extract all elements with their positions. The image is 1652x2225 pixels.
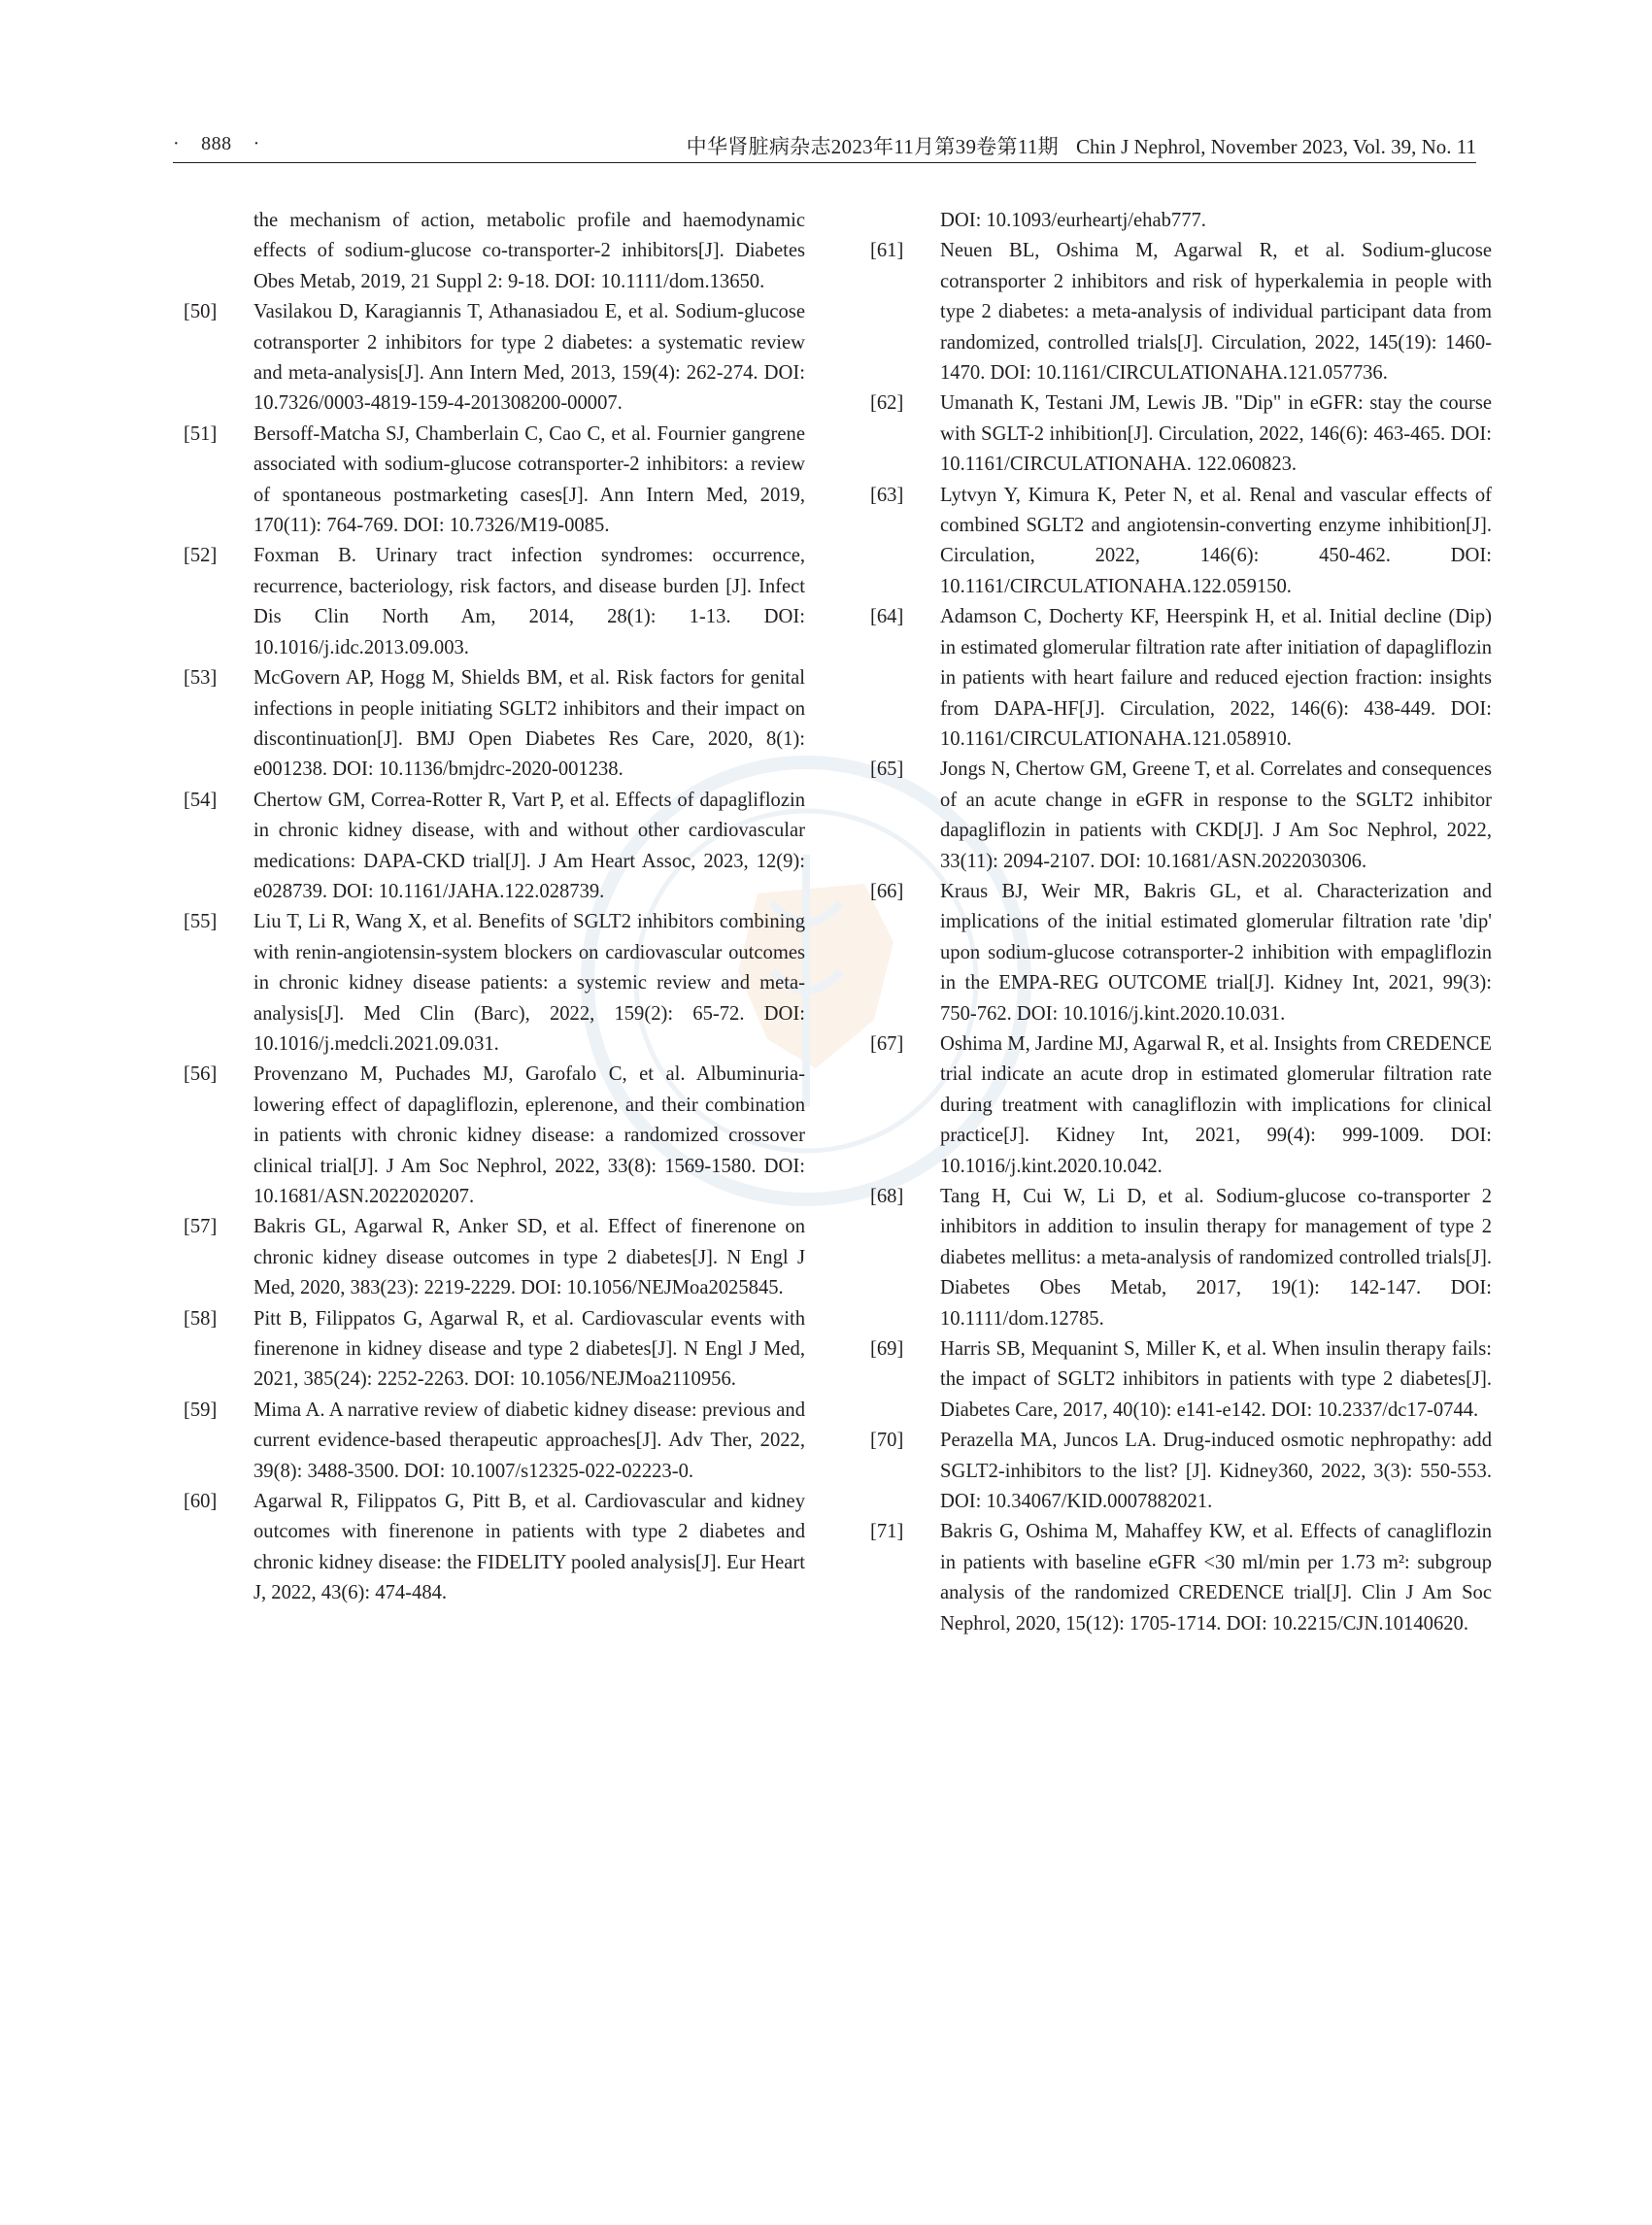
reference-text: Kraus BJ, Weir MR, Bakris GL, et al. Characterization and implications of the initial estimated glomerular filtration rate 'dip' upon sodium-glucose cotransporter-2 inhibition with empagliflozin in the EMPA-REG OUTCOME trial[J]. Kidney Int, 2021, 99(3): 750-762. DOI: 10.1016/j.kint.2020.10.031. [940,880,1492,1025]
running-header [173,129,1476,163]
reference-text: Provenzano M, Puchades MJ, Garofalo C, et al. Albuminuria-lowering effect of dapagliflozin, eplerenone, and their combination in patients with chronic kidney disease: a randomized crossover clinical trial[J]. J Am Soc Nephrol, 2022, 33(8): 1569-1580. DOI: 10.1681/ASN.2022020207. [253,1063,805,1207]
reference-text: Neuen BL, Oshima M, Agarwal R, et al. Sodium-glucose cotransporter 2 inhibitors and risk of hyperkalemia in people with type 2 diabetes: a meta-analysis of individual participant data from randomized, controlled trials[J]. Circulation, 2022, 145(19): 1460-1470. DOI: 10.1161/CIRCULATIONAHA.121.057736. [940,240,1492,385]
bullet-right: · [253,133,260,154]
reference-entry [184,420,805,542]
reference-text: Mima A. A narrative review of diabetic kidney disease: previous and current evidence-based therapeutic approaches[J]. Adv Ther, 2022, 39(8): 3488-3500. DOI: 10.1007/s12325-022-02223-0. [253,1399,805,1482]
reference-number: [69] [870,1338,904,1361]
reference-entry [184,1212,805,1303]
reference-entry [870,236,1492,388]
reference-text: Vasilakou D, Karagiannis T, Athanasiadou E, et al. Sodium-glucose cotransporter 2 inhibitors for type 2 diabetes: a systematic review and meta-analysis[J]. Ann Intern Med, 2013, 159(4): 262-274. DOI: 10.7326/0003-4819-159-4-201308200-00007. [253,301,805,415]
reference-number: [63] [870,484,904,506]
reference-text: Chertow GM, Correa-Rotter R, Vart P, et al. Effects of dapagliflozin in chronic kidney disease, with and without other cardiovascular medications: DAPA-CKD trial[J]. J Am Heart Assoc, 2023, 12(9): e028739. DOI: 10.1161/JAHA.122.028739. [253,789,805,902]
reference-number: [56] [184,1063,218,1086]
reference-number: [59] [184,1399,218,1421]
reference-entry [184,1396,805,1487]
reference-entry [870,1029,1492,1182]
journal-title-chinese: 中华肾脏病杂志2023年11月第39卷第11期 [686,135,1059,158]
reference-text: Oshima M, Jardine MJ, Agarwal R, et al. Insights from CREDENCE trial indicate an acute drop in estimated glomerular filtration rate during treatment with canagliflozin with implications for clinical practice[J]. Kidney Int, 2021, 99(4): 999-1009. DOI: 10.1016/j.kint.2020.10.042. [940,1032,1492,1177]
reference-entry [870,388,1492,480]
reference-text: Jongs N, Chertow GM, Greene T, et al. Correlates and consequences of an acute change in eGFR in response to the SGLT2 inhibitor dapagliflozin in patients with CKD[J]. J Am Soc Nephrol, 2022, 33(11): 2094-2107. DOI: 10.1681/ASN.2022030306. [940,759,1492,872]
reference-text: DOI: 10.1093/eurheartj/ehab777. [940,210,1206,231]
reference-text: Harris SB, Mequanint S, Miller K, et al. When insulin therapy fails: the impact of SGLT2 inhibitors in patients with type 2 diabetes[J]. Diabetes Care, 2017, 40(10): e141-e142. DOI: 10.2337/dc17-0744. [940,1338,1492,1421]
reference-number: [65] [870,759,904,781]
reference-text: Tang H, Cui W, Li D, et al. Sodium-glucose co-transporter 2 inhibitors in addition to insulin therapy for management of type 2 diabetes mellitus: a meta-analysis of randomized controlled trials[J]. Diabetes Obes Metab, 2017, 19(1): 142-147. DOI: 10.1111/dom.12785. [940,1186,1492,1330]
reference-entry [184,1487,805,1609]
reference-entry [184,663,805,786]
reference-number: [53] [184,667,218,690]
reference-entry [184,907,805,1060]
reference-entry [870,1182,1492,1334]
reference-text: Bakris GL, Agarwal R, Anker SD, et al. Effect of finerenone on chronic kidney disease outcomes in type 2 diabetes[J]. N Engl J Med, 2020, 383(23): 2219-2229. DOI: 10.1056/NEJMoa2025845. [253,1216,805,1299]
reference-entry [184,1060,805,1212]
page-number: 888 [201,133,232,154]
reference-number: [68] [870,1186,904,1207]
bullet-left: · [173,133,181,154]
reference-entry [870,1517,1492,1639]
reference-number: [57] [184,1216,218,1238]
reference-number: [62] [870,392,904,415]
reference-entry [870,1426,1492,1517]
reference-number: [52] [184,545,218,567]
reference-text: Liu T, Li R, Wang X, et al. Benefits of SGLT2 inhibitors combining with renin-angiotensin-system blockers on cardiovascular outcomes in chronic kidney disease patients: a systemic review and meta-analysis[J]. Med Clin (Barc), 2022, 159(2): 65-72. DOI: 10.1016/j.medcli.2021.09.031. [253,911,805,1055]
reference-number: [64] [870,606,904,628]
reference-text: Adamson C, Docherty KF, Heerspink H, et al. Initial decline (Dip) in estimated glomerular filtration rate after initiation of dapagliflozin in patients with heart failure and reduced ejection fraction: insights from DAPA-HF[J]. Circulation, 2022, 146(6): 438-449. DOI: 10.1161/CIRCULATIONAHA.121.058910. [940,606,1492,750]
reference-number: [71] [870,1521,904,1543]
reference-entry [184,1304,805,1396]
reference-entry [184,206,805,297]
reference-text: Umanath K, Testani JM, Lewis JB. "Dip" in eGFR: stay the course with SGLT-2 inhibition[J]. Circulation, 2022, 146(6): 463-465. DOI: 10.1161/CIRCULATIONAHA. 122.060823. [940,392,1492,476]
reference-entry [870,1334,1492,1426]
reference-entry [870,602,1492,755]
reference-text: Agarwal R, Filippatos G, Pitt B, et al. Cardiovascular and kidney outcomes with finerenone in patients with type 2 diabetes and chronic kidney disease: the FIDELITY pooled analysis[J]. Eur Heart J, 2022, 43(6): 474-484. [253,1491,805,1604]
reference-entry [870,877,1492,1029]
journal-title-english: Chin J Nephrol, November 2023, Vol. 39, No. 11 [1075,135,1476,158]
reference-text: Foxman B. Urinary tract infection syndromes: occurrence, recurrence, bacteriology, risk factors, and disease burden [J]. Infect Dis Clin North Am, 2014, 28(1): 1-13. DOI: 10.1016/j.idc.2013.09.003. [253,545,805,658]
reference-number: [55] [184,911,218,933]
journal-citation [687,131,1476,160]
reference-text: the mechanism of action, metabolic profile and haemodynamic effects of sodium-glucose co-transporter-2 inhibitors[J]. Diabetes Obes Metab, 2019, 21 Suppl 2: 9-18. DOI: 10.1111/dom.13650. [253,210,805,292]
reference-number: [51] [184,422,218,445]
reference-number: [70] [870,1430,904,1452]
references-right-column [870,206,1492,1639]
reference-text: Perazella MA, Juncos LA. Drug-induced osmotic nephropathy: add SGLT2-inhibitors to the list? [J]. Kidney360, 2022, 3(3): 550-553. DOI: 10.34067/KID.0007882021. [940,1430,1492,1513]
reference-entry [870,481,1492,603]
reference-text: Lytvyn Y, Kimura K, Peter N, et al. Renal and vascular effects of combined SGLT2 and angiotensin-converting enzyme inhibition[J]. Circulation, 2022, 146(6): 450-462. DOI: 10.1161/CIRCULATIONAHA.122.059150. [940,484,1492,597]
reference-number: [54] [184,789,218,811]
page-number-block [173,133,260,155]
reference-text: Bersoff-Matcha SJ, Chamberlain C, Cao C, et al. Fournier gangrene associated with sodium-glucose cotransporter-2 inhibitors: a review of spontaneous postmarketing cases[J]. Ann Intern Med, 2019, 170(11): 764-769. DOI: 10.7326/M19-0085. [253,422,805,537]
reference-entry [184,786,805,908]
reference-text: McGovern AP, Hogg M, Shields BM, et al. Risk factors for genital infections in people initiating SGLT2 inhibitors and their impact on discontinuation[J]. BMJ Open Diabetes Res Care, 2020, 8(1): e001238. DOI: 10.1136/bmjdrc-2020-001238. [253,667,805,781]
reference-number: [58] [184,1307,218,1330]
reference-entry [184,541,805,663]
reference-number: [61] [870,240,904,262]
reference-entry [870,206,1492,236]
reference-entry [870,755,1492,877]
reference-entry [184,297,805,420]
reference-number: [60] [184,1491,218,1513]
reference-number: [50] [184,301,218,323]
reference-text: Pitt B, Filippatos G, Agarwal R, et al. Cardiovascular events with finerenone in kidney disease and type 2 diabetes[J]. N Engl J Med, 2021, 385(24): 2252-2263. DOI: 10.1056/NEJMoa2110956. [253,1307,805,1391]
references-left-column [184,206,805,1609]
reference-number: [67] [870,1032,904,1055]
reference-text: Bakris G, Oshima M, Mahaffey KW, et al. Effects of canagliflozin in patients with baseline eGFR <30 ml/min per 1.73 m²: subgroup analysis of the randomized CREDENCE trial[J]. Clin J Am Soc Nephrol, 2020, 15(12): 1705-1714. DOI: 10.2215/CJN.10140620. [940,1521,1492,1635]
reference-number: [66] [870,880,904,902]
